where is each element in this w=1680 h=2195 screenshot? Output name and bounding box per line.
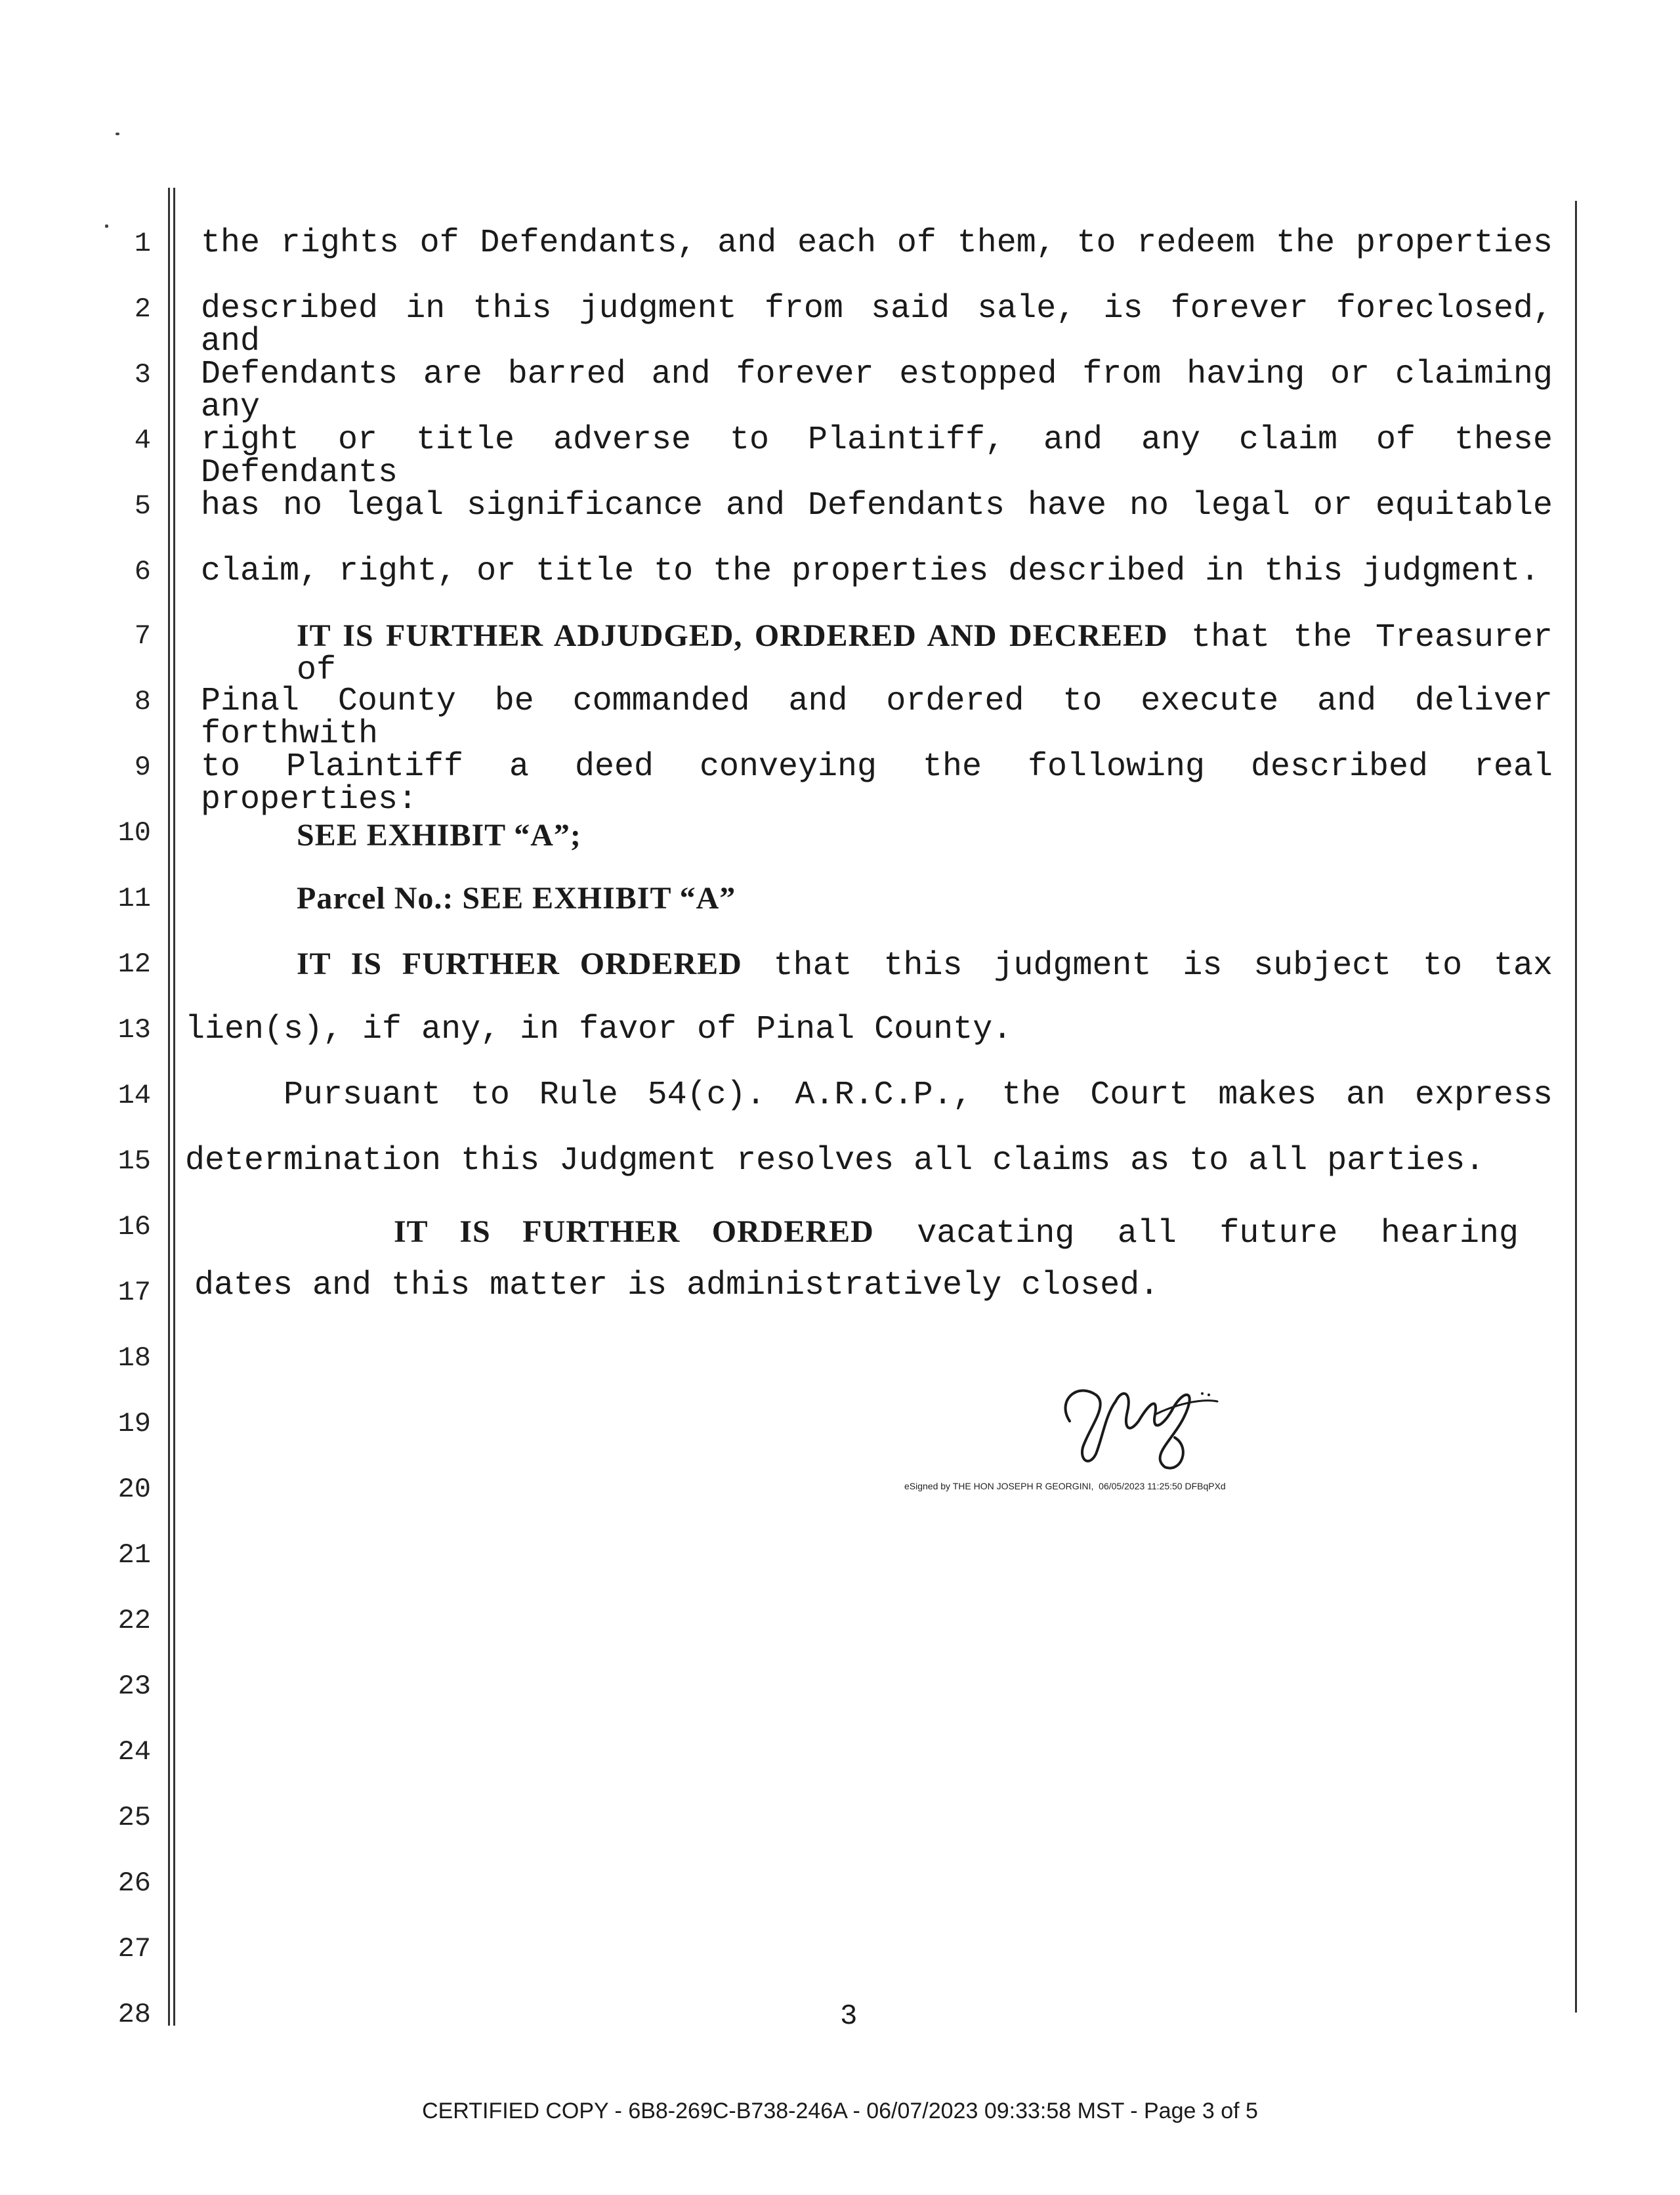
adjudged-ordered-line: IT IS FURTHER ADJUDGED, ORDERED AND DECREED that the Treasurer of xyxy=(297,618,1553,689)
body-text-line: Pursuant to Rule 54(c). A.R.C.P., the Court makes an express xyxy=(284,1076,1553,1114)
scan-speck xyxy=(116,133,119,135)
line-number: 5 xyxy=(134,490,151,522)
line-number: 4 xyxy=(134,425,151,456)
line-number: 7 xyxy=(134,620,151,652)
line-number: 22 xyxy=(117,1605,151,1636)
left-margin-rule xyxy=(168,188,170,2026)
parcel-reference: Parcel No.: SEE EXHIBIT “A” xyxy=(297,881,736,916)
right-margin-rule xyxy=(1575,201,1577,2013)
line-number: 26 xyxy=(117,1867,151,1899)
page-number: 3 xyxy=(840,2000,858,2033)
line-number: 17 xyxy=(117,1277,151,1308)
body-text-line: the rights of Defendants, and each of them, to redeem the properties xyxy=(201,224,1553,262)
scan-speck xyxy=(105,224,108,228)
line-number: 24 xyxy=(117,1736,151,1768)
body-text-line: determination this Judgment resolves all claims as to all parties. xyxy=(185,1142,1485,1180)
line-number: 28 xyxy=(117,1999,151,2030)
body-text-line: dates and this matter is administratively closed. xyxy=(194,1267,1160,1304)
body-text-line: to Plaintiff a deed conveying the following described real properties: xyxy=(201,748,1553,819)
line-number: 18 xyxy=(117,1342,151,1374)
line-number: 11 xyxy=(117,883,151,914)
line-number: 15 xyxy=(117,1145,151,1177)
line-number: 10 xyxy=(117,817,151,849)
bold-order-heading: IT IS FURTHER ORDERED xyxy=(394,1214,874,1249)
line-number: 9 xyxy=(134,752,151,783)
left-margin-rule-inner xyxy=(173,188,175,2026)
line-number: 12 xyxy=(117,948,151,980)
exhibit-reference: SEE EXHIBIT “A”; xyxy=(297,818,581,853)
body-text-line: lien(s), if any, in favor of Pinal County. xyxy=(185,1011,1013,1048)
line-number: 21 xyxy=(117,1539,151,1571)
line-number: 14 xyxy=(117,1080,151,1111)
bold-order-heading: IT IS FURTHER ADJUDGED, ORDERED AND DECREED xyxy=(297,618,1168,653)
line-number: 6 xyxy=(134,556,151,587)
body-text-line: right or title adverse to Plaintiff, and any claim of these Defendants xyxy=(201,421,1553,492)
line-number: 3 xyxy=(134,359,151,391)
judge-signature xyxy=(1050,1375,1221,1474)
line-number: 1 xyxy=(134,228,151,259)
line-number: 25 xyxy=(117,1802,151,1833)
line-number: 13 xyxy=(117,1014,151,1046)
certified-copy-footer: CERTIFIED COPY - 6B8-269C-B738-246A - 06/07/2023 09:33:58 MST - Page 3 of 5 xyxy=(422,2099,1258,2123)
body-text-line: Pinal County be commanded and ordered to execute and deliver forthwith xyxy=(201,683,1553,753)
body-text-line: has no legal significance and Defendants have no legal or equitable xyxy=(201,487,1553,524)
bold-order-heading: IT IS FURTHER ORDERED xyxy=(297,947,742,981)
line-number: 27 xyxy=(117,1933,151,1965)
line-number: 19 xyxy=(117,1408,151,1439)
vacating-order-line: IT IS FURTHER ORDERED vacating all future hearing xyxy=(394,1214,1519,1252)
body-text-line: claim, right, or title to the properties described in this judgment. xyxy=(201,553,1540,590)
tax-lien-order-line: IT IS FURTHER ORDERED that this judgment is subject to tax xyxy=(297,947,1553,985)
body-text-line: described in this judgment from said sale, is forever foreclosed, and xyxy=(201,290,1553,360)
line-number: 2 xyxy=(134,293,151,325)
line-number: 23 xyxy=(117,1671,151,1702)
line-number: 20 xyxy=(117,1474,151,1505)
line-number: 16 xyxy=(117,1211,151,1243)
esignature-caption: eSigned by THE HON JOSEPH R GEORGINI, 06/05/2023 11:25:50 DFBqPXd xyxy=(904,1481,1226,1491)
line-number: 8 xyxy=(134,686,151,717)
body-text-line: Defendants are barred and forever estopped from having or claiming any xyxy=(201,356,1553,426)
